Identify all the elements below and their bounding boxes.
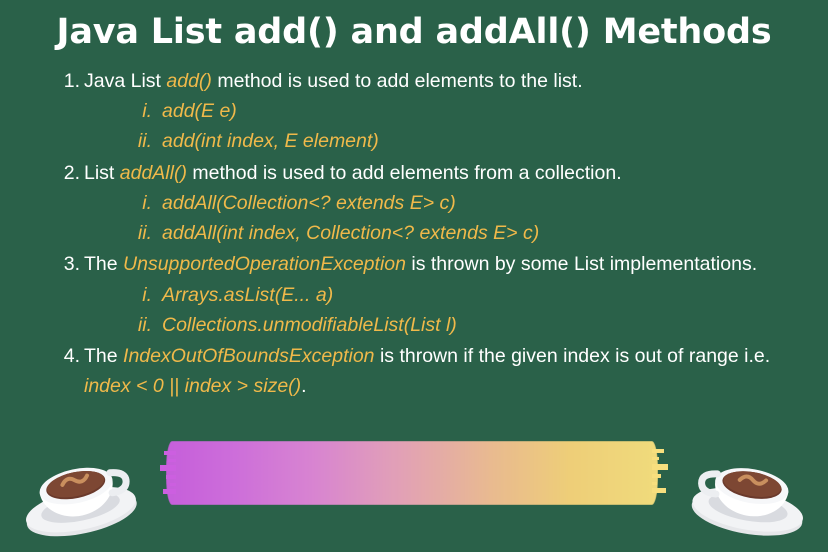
list-item-text (84, 70, 583, 92)
ordered-list (58, 66, 788, 401)
sub-list (84, 96, 788, 156)
sub-list (84, 188, 788, 248)
page-title: Java List add() and addAll() Methods (56, 12, 772, 52)
text-fragment: is thrown if the given index is out of range i.e. (374, 344, 771, 367)
list-item-marker: 3. (63, 253, 80, 276)
sub-list-item-marker: ii. (137, 313, 152, 336)
list-item (58, 249, 788, 340)
brush-stroke-fray-right (652, 441, 678, 505)
sub-list-item (84, 218, 788, 248)
list-item-marker: 2. (63, 161, 80, 184)
text-fragment: List (84, 161, 120, 184)
list-item-text (84, 162, 622, 184)
list-item (58, 341, 788, 401)
sub-list (84, 280, 788, 340)
code-fragment: add() (166, 70, 212, 92)
text-fragment: Java List (84, 70, 167, 92)
text-fragment: . (301, 375, 307, 398)
list-item (58, 66, 788, 157)
text-fragment: The (84, 253, 124, 276)
sub-list-item-text: add(E e) (162, 100, 237, 123)
list-item (58, 158, 788, 249)
text-fragment: is thrown by some List implementations. (405, 253, 758, 276)
text-fragment: method is used to add elements to the list. (211, 70, 583, 92)
text-fragment: The (84, 344, 124, 367)
code-fragment: index < 0 || index > size() (84, 375, 302, 398)
sub-list-item-text: Collections.unmodifiableList(List l) (162, 313, 457, 336)
sub-list-item-marker: ii. (137, 130, 152, 153)
sub-list-item-marker: i. (142, 100, 152, 123)
sub-list-item-text: Arrays.asList(E... a) (162, 283, 334, 306)
list-item-marker: 1. (63, 70, 80, 92)
brush-stroke-fray-left (150, 441, 176, 505)
list-item-text (84, 345, 770, 397)
sub-list-item-marker: i. (142, 283, 152, 306)
sub-list-item (84, 280, 788, 310)
sub-list-item-text: add(int index, E element) (162, 130, 379, 153)
sub-list-item-text: addAll(Collection<? extends E> c) (162, 191, 456, 214)
sub-list-item (84, 96, 788, 126)
sub-list-item (84, 188, 788, 218)
coffee-cup-icon-right (688, 436, 814, 546)
sub-list-item-marker: ii. (137, 222, 152, 245)
list-item-marker: 4. (63, 344, 80, 367)
sub-list-item-marker: i. (142, 191, 152, 214)
text-fragment: method is used to add elements from a collection. (186, 161, 622, 184)
code-fragment: UnsupportedOperationException (123, 253, 406, 276)
gradient-brush-stroke (166, 441, 658, 505)
code-fragment: IndexOutOfBoundsException (123, 344, 375, 367)
code-fragment: addAll() (119, 161, 187, 184)
coffee-cup-icon-left (14, 436, 140, 546)
sub-list-item (84, 126, 788, 156)
slide-content (58, 66, 788, 402)
list-item-text (84, 253, 757, 275)
sub-list-item-text: addAll(int index, Collection<? extends E> c) (162, 222, 540, 245)
sub-list-item (84, 310, 788, 340)
